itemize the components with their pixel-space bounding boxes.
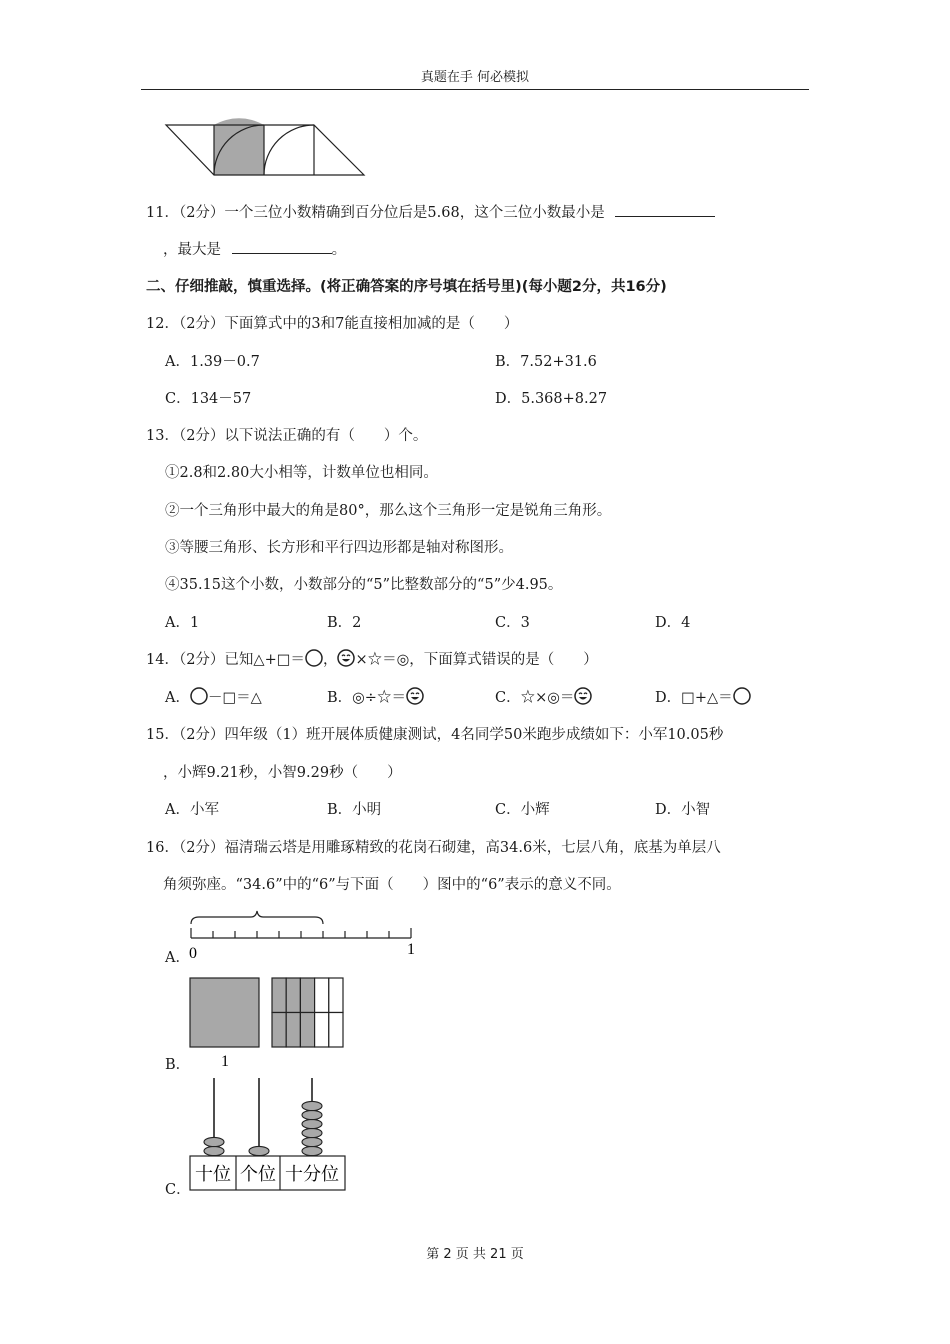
abacus-bead: [302, 1119, 322, 1128]
q11-min-blank[interactable]: [615, 202, 715, 217]
page-header: 真题在手 何必模拟: [420, 70, 530, 85]
decimal-grid-figure: [189, 977, 349, 1072]
q13-option-c[interactable]: C．3: [495, 615, 530, 631]
number-line-figure: [185, 905, 425, 965]
q15-option-b[interactable]: B．小明: [327, 802, 382, 818]
abacus-bead: [249, 1146, 269, 1155]
q11-line2: ，最大是 。: [163, 238, 346, 259]
q13-option-d[interactable]: D．4: [655, 615, 691, 631]
q12-option-d[interactable]: D．5.368+8.27: [495, 391, 608, 407]
abacus-bead: [302, 1146, 322, 1155]
grid-cell: [272, 1013, 286, 1048]
header-rule: [141, 89, 809, 90]
unit-square-one-label: 1: [221, 1053, 229, 1070]
smiley-icon: [574, 687, 592, 705]
q12-option-a[interactable]: A．1.39－0.7: [165, 354, 260, 370]
grid-cell: [329, 978, 343, 1013]
abacus-bead: [302, 1101, 322, 1110]
grid-cell: [286, 1013, 300, 1048]
grid-cell: [286, 978, 300, 1013]
grid-cell: [272, 978, 286, 1013]
parallelogram-figure: [160, 120, 380, 180]
q15-line2: ，小辉9.21秒，小智9.29秒（ ）: [163, 765, 402, 781]
q16-option-a-label[interactable]: A．: [165, 950, 190, 966]
q15-option-c[interactable]: C．小辉: [495, 802, 550, 818]
circle-icon: [305, 649, 323, 667]
q11-max-blank[interactable]: [232, 239, 332, 254]
abacus-tenths-label: 十分位: [285, 1164, 339, 1185]
number-line-brace: [191, 911, 323, 924]
q15-line1: 15．（2分）四年级（1）班开展体质健康测试，4名同学50米跑步成绩如下：小军10.05秒: [146, 727, 724, 743]
q14-option-a[interactable]: A． －□＝△: [165, 686, 262, 707]
abacus-bead: [302, 1110, 322, 1119]
abacus-bead: [302, 1137, 322, 1146]
section2-title: 二、仔细推敲，慎重选择。(将正确答案的序号填在括号里)(每小题2分，共16分): [146, 279, 667, 295]
q15-option-a[interactable]: A．小军: [165, 802, 219, 818]
q16-line2: 角须弥座。“34.6”中的“6”与下面（ ）图中的“6”表示的意义不同。: [163, 877, 621, 893]
abacus-bead: [204, 1137, 224, 1146]
q13-option-a[interactable]: A．1: [165, 615, 200, 631]
q14-option-c[interactable]: C．☆×◎＝: [495, 686, 592, 707]
q16-option-b-label[interactable]: B．: [165, 1057, 191, 1073]
q16-line1: 16．（2分）福清瑞云塔是用雕琢精致的花岗石砌建，高34.6米，七层八角，底基为单层八: [146, 840, 721, 856]
q16-option-c-label[interactable]: C．: [165, 1182, 191, 1198]
grid-cell: [300, 978, 314, 1013]
grid-cell: [300, 1013, 314, 1048]
smiley-icon: [337, 649, 355, 667]
q13-statement-3: ③等腰三角形、长方形和平行四边形都是轴对称图形。: [165, 540, 513, 556]
grid-cell: [315, 978, 329, 1013]
q13-statement-4: ④35.15这个小数，小数部分的“5”比整数部分的“5”少4.95。: [165, 577, 563, 593]
number-line-one-label: 1: [407, 941, 415, 958]
q13-statement-2: ②一个三角形中最大的角是80°，那么这个三角形一定是锐角三角形。: [165, 503, 612, 519]
q11-line1: 11．（2分）一个三位小数精确到百分位后是5.68，这个三位小数最小是: [146, 201, 715, 222]
smiley-icon: [406, 687, 424, 705]
abacus-bead: [302, 1128, 322, 1137]
q14-option-b[interactable]: B．◎÷☆＝: [327, 686, 424, 707]
grid-cell: [329, 1013, 343, 1048]
circle-icon: [190, 687, 208, 705]
abacus-tens-label: 十位: [195, 1164, 231, 1185]
q12-option-c[interactable]: C．134－57: [165, 391, 252, 407]
number-line-zero-label: 0: [189, 945, 197, 962]
abacus-bead: [204, 1146, 224, 1155]
circle-icon: [733, 687, 751, 705]
grid-cell: [315, 1013, 329, 1048]
abacus-figure: [189, 1076, 354, 1194]
q15-option-d[interactable]: D．小智: [655, 802, 711, 818]
q14-stem: 14．（2分）已知△+□＝ ， ×☆＝◎，下面算式错误的是（ ）: [146, 648, 598, 669]
q14-option-d[interactable]: D．□+△＝: [655, 686, 751, 707]
q12-stem: 12．（2分）下面算式中的3和7能直接相加减的是（ ）: [146, 316, 519, 332]
abacus-ones-label: 个位: [240, 1164, 276, 1185]
page-footer: 第 2 页 共 21 页: [426, 1247, 524, 1262]
q12-option-b[interactable]: B．7.52+31.6: [495, 354, 597, 370]
q13-statement-1: ①2.8和2.80大小相等，计数单位也相同。: [165, 465, 438, 481]
q13-stem: 13．（2分）以下说法正确的有（ ）个。: [146, 428, 428, 444]
q13-option-b[interactable]: B．2: [327, 615, 362, 631]
unit-square: [190, 978, 259, 1047]
